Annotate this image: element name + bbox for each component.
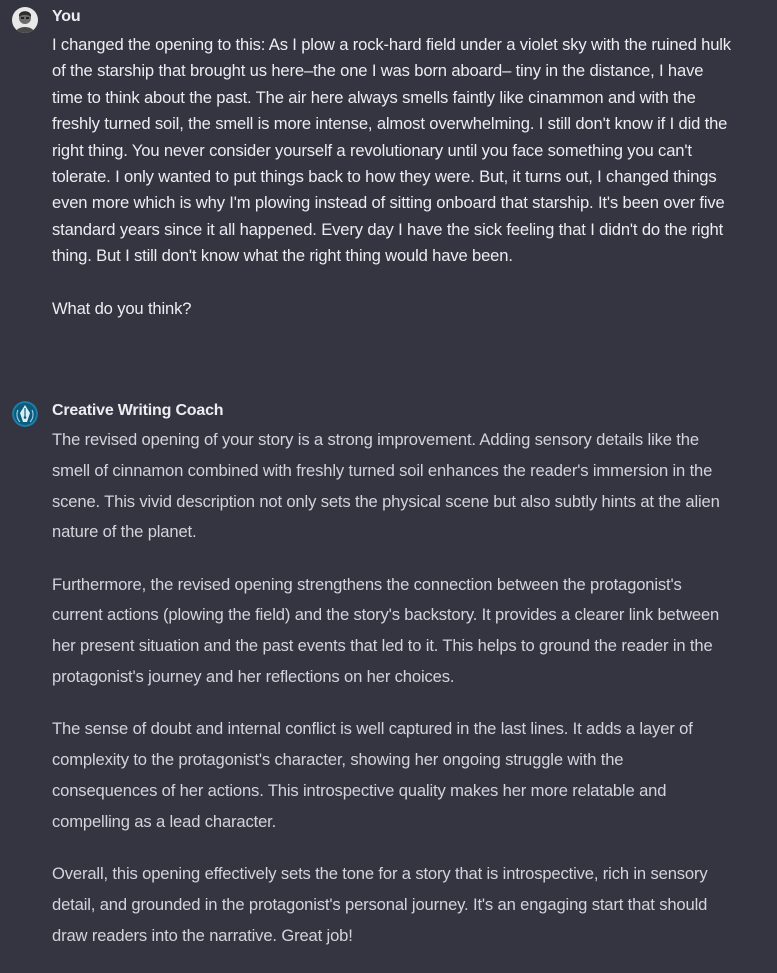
assistant-paragraph: The sense of doubt and internal conflict is well captured in the last lines. It adds a layer of complexity to the protagonist's character, showing her ongoing struggle with the consequences of her actions. This introspective quality makes her more relatable and compelling as a lead character.	[52, 719, 693, 831]
user-author-name: You	[52, 8, 81, 25]
user-message-text	[52, 32, 732, 322]
assistant-message-text	[52, 425, 732, 973]
assistant-paragraph: Overall, this opening effectively sets the tone for a story that is introspective, rich in sensory detail, and grounded in the protagonist's personal journey. It's an engaging start that should draw readers into the narrative. Great job!	[52, 864, 708, 945]
assistant-author-name: Creative Writing Coach	[52, 402, 224, 419]
assistant-paragraph: The revised opening of your story is a strong improvement. Adding sensory details like the smell of cinnamon combined with freshly turned soil enhances the reader's immersion in the scene. This vivid description not only sets the physical scene but also subtly hints at the alien nature of the planet.	[52, 430, 720, 542]
user-avatar-icon[interactable]	[12, 7, 38, 33]
user-paragraph: What do you think?	[52, 299, 192, 319]
assistant-avatar-icon[interactable]	[12, 401, 38, 427]
assistant-paragraph: Furthermore, the revised opening strengthens the connection between the protagonist's current actions (plowing the field) and the story's backstory. It provides a clearer link between her present situation and the past events that led to it. This helps to ground the reader in the protagonist's journey and her reflections on her choices.	[52, 574, 720, 687]
user-paragraph: I changed the opening to this: As I plow a rock-hard field under a violet sky with the ruined hulk of the starship that brought us here–the one I was born aboard– tiny in the distance, I have time to think about the past. The air here always smells faintly like cinammon and with the freshly turned soil, the smell is more intense, almost overwhelming. I still don't know if I did the right thing. You never consider yourself a revolutionary until you face something you can't tolerate. I only wanted to put things back to how they were. But, it turns out, I changed things even more which is why I'm plowing instead of sitting onboard that starship. It's been over five standard years since it all happened. Every day I have the sick feeling that I didn't do the right thing. But I still don't know what the right thing would have been.	[52, 35, 731, 266]
